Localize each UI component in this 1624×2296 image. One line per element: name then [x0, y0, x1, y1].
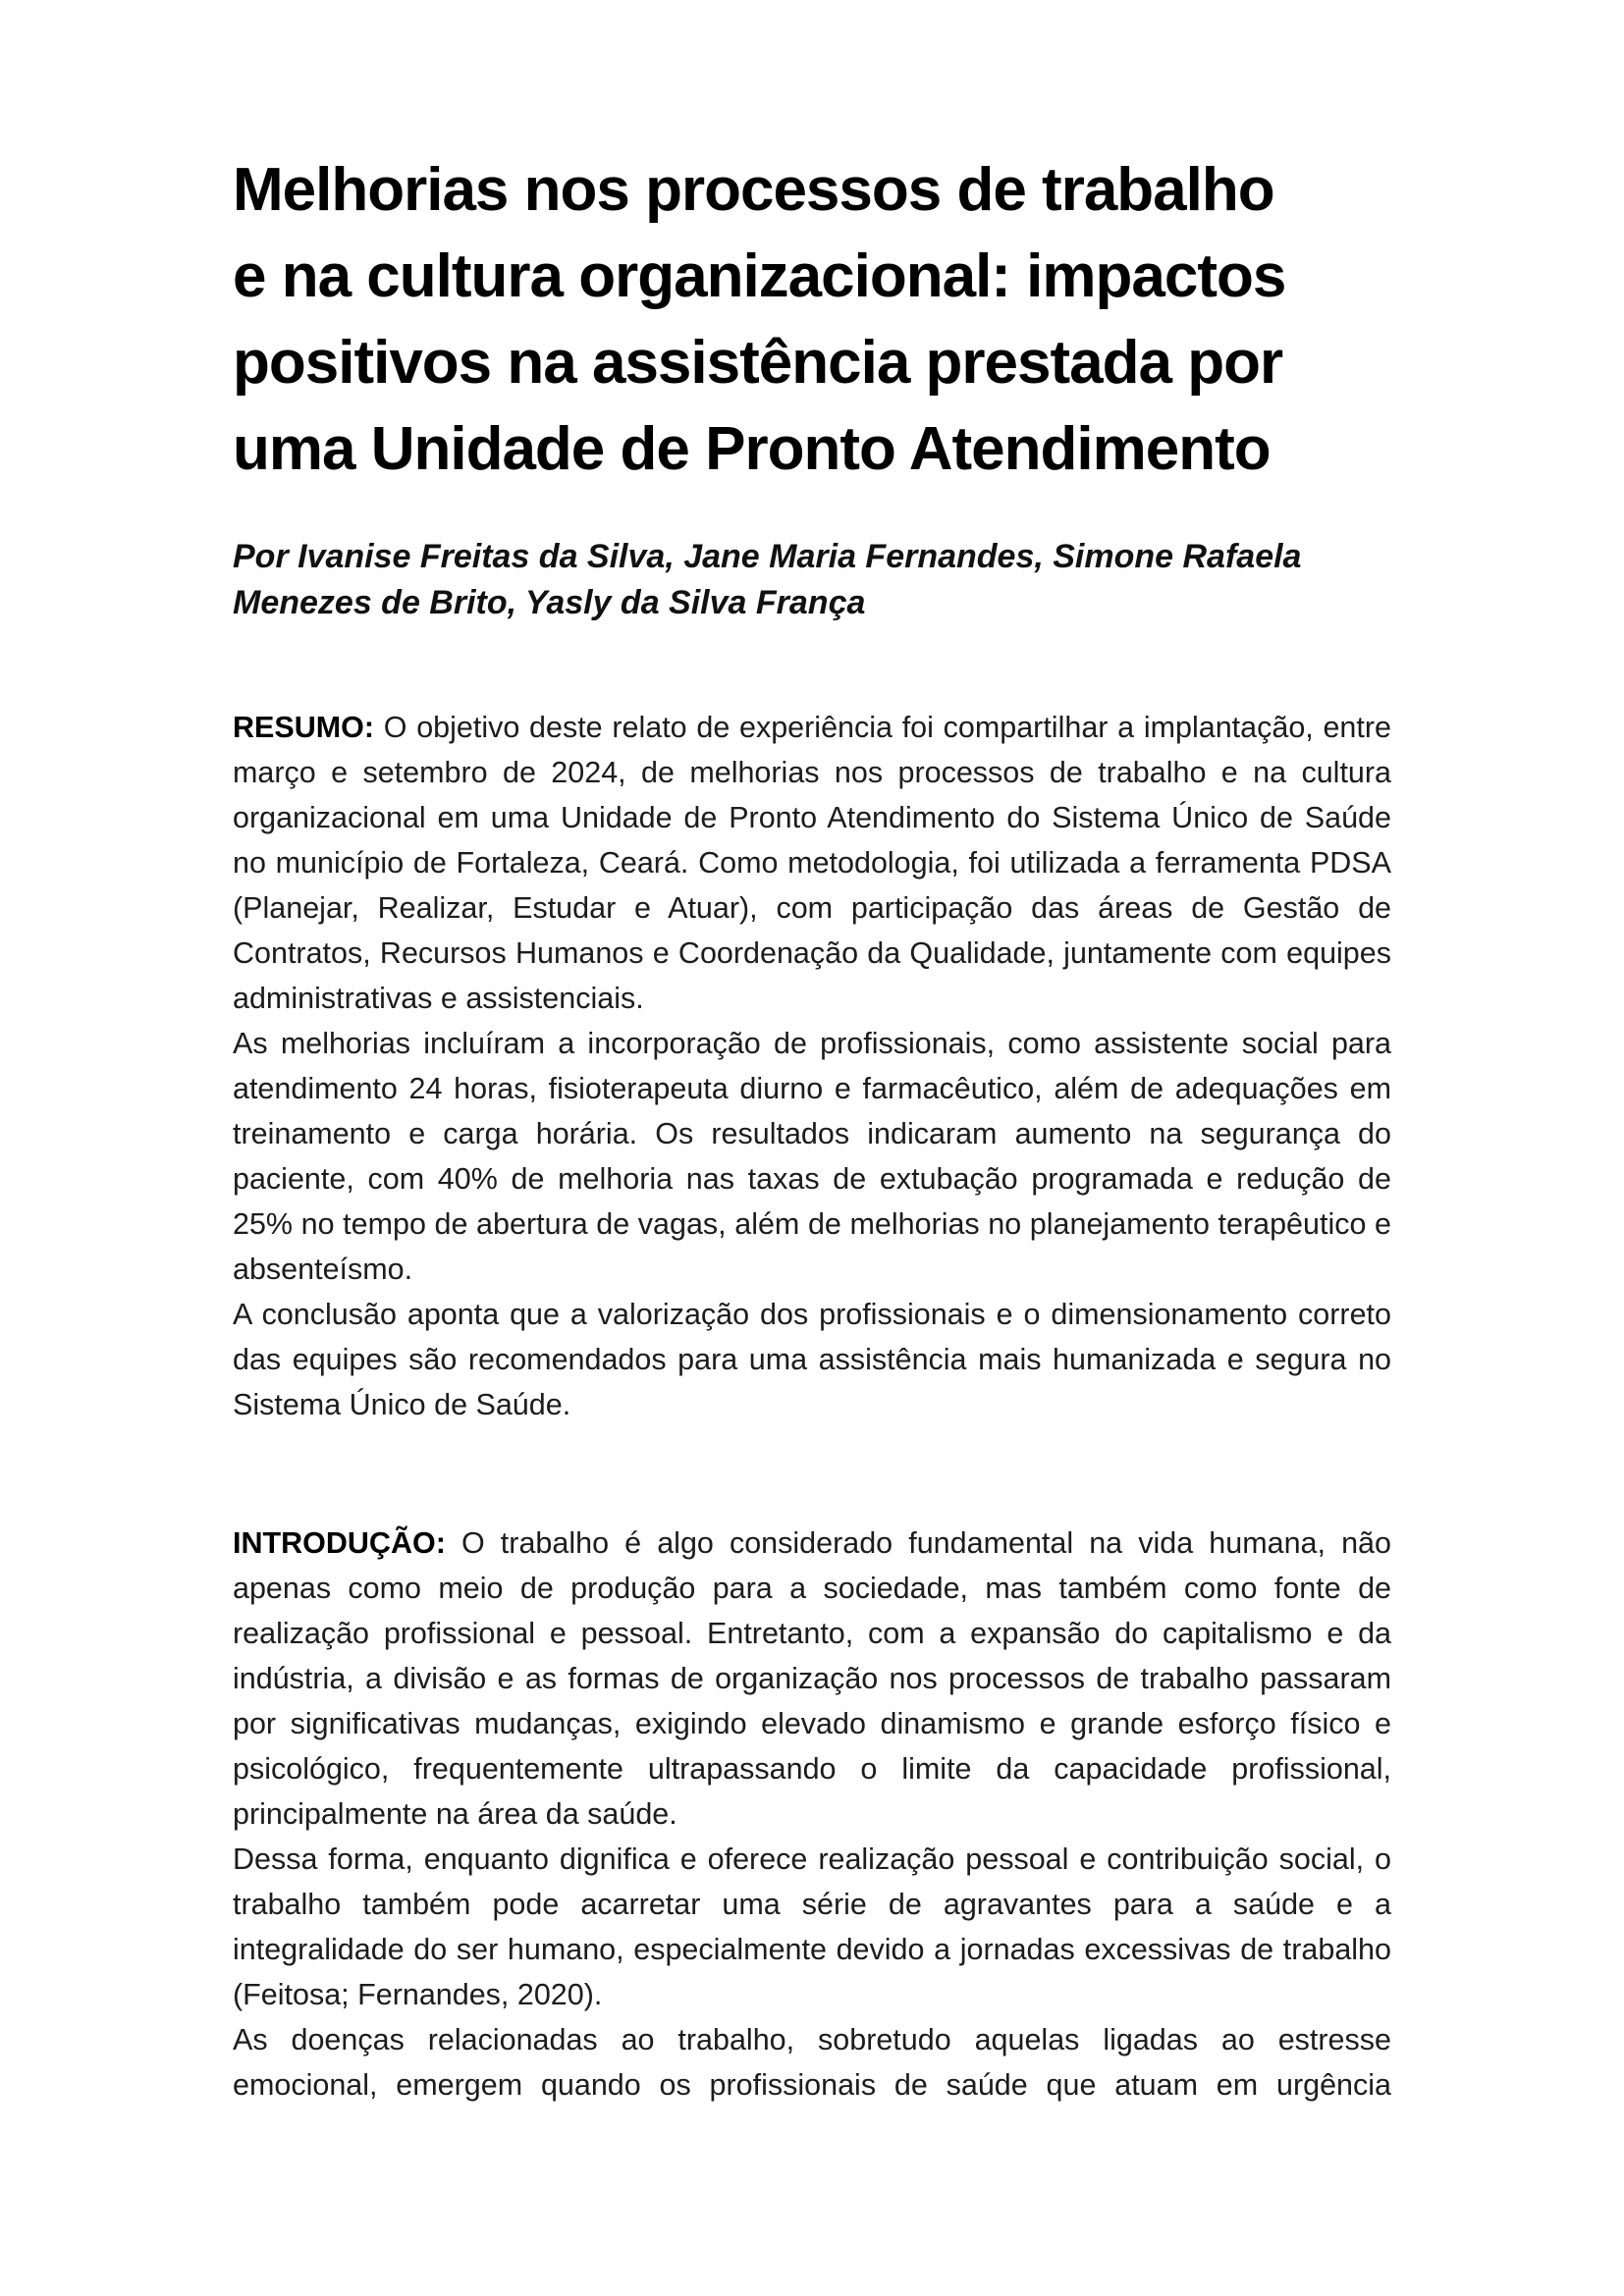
section-introducao: [233, 1521, 1391, 2108]
byline: [233, 534, 1391, 626]
byline-line-2: Menezes de Brito, Yasly da Silva França: [233, 584, 866, 621]
byline-line-1: Por Ivanise Freitas da Silva, Jane Maria Fernandes, Simone Rafaela: [233, 538, 1302, 575]
introducao-lead-text: O trabalho é algo considerado fundamental na vida humana, não apenas como meio de produção para a sociedade, mas também como fonte de realização profissional e pessoal. Entretanto, com a expansão do capitalismo e da indústria, a divisão e as formas de organização nos processos de trabalho passaram por significativas mudanças, exigindo elevado dinamismo e grande esforço físico e psicológico, frequentemente ultrapassando o limite da capacidade profissional, principalmente na área da saúde.: [233, 1526, 1391, 1831]
introducao-paragraph-3: As doenças relacionadas ao trabalho, sobretudo aquelas ligadas ao estresse emocional, emergem quando os profissionais de saúde que atuam em urgência: [233, 2023, 1391, 2102]
introducao-heading: INTRODUÇÃO:: [233, 1526, 446, 1560]
page-content: [233, 0, 1391, 2108]
section-resumo: [233, 705, 1391, 1427]
article-title: [233, 147, 1391, 493]
article-title-line-2: e na cultura organizacional: impactos: [233, 242, 1286, 310]
resumo-paragraph-3: A conclusão aponta que a valorização dos profissionais e o dimensionamento correto das equipes são recomendados para uma assistência mais humanizada e segura no Sistema Único de Saúde.: [233, 1298, 1391, 1421]
introducao-paragraph-1: [233, 1521, 1391, 1837]
introducao-paragraph-2: Dessa forma, enquanto dignifica e oferece realização pessoal e contribuição social, o trabalho também pode acarretar uma série de agravantes para a saúde e a integralidade do ser humano, especialmente devido a jornadas excessivas de trabalho (Feitosa; Fernandes, 2020).: [233, 1842, 1391, 2011]
article-title-line-1: Melhorias nos processos de trabalho: [233, 156, 1274, 224]
resumo-heading: RESUMO:: [233, 711, 375, 744]
resumo-paragraph-2: As melhorias incluíram a incorporação de profissionais, como assistente social para atendimento 24 horas, fisioterapeuta diurno e farmacêutico, além de adequações em treinamento e carga horária. Os resultados indicaram aumento na segurança do paciente, com 40% de melhoria nas taxas de extubação programada e redução de 25% no tempo de abertura de vagas, além de melhorias no planejamento terapêutico e absenteísmo.: [233, 1027, 1391, 1286]
resumo-paragraph-1: [233, 705, 1391, 1021]
resumo-lead-text: O objetivo deste relato de experiência foi compartilhar a implantação, entre março e setembro de 2024, de melhorias nos processos de trabalho e na cultura organizacional em uma Unidade de Pronto Atendimento do Sistema Único de Saúde no município de Fortaleza, Ceará. Como metodologia, foi utilizada a ferramenta PDSA (Planejar, Realizar, Estudar e Atuar), com participação das áreas de Gestão de Contratos, Recursos Humanos e Coordenação da Qualidade, juntamente com equipes administrativas e assistenciais.: [233, 711, 1391, 1015]
article-title-line-4: uma Unidade de Pronto Atendimento: [233, 415, 1271, 483]
article-title-line-3: positivos na assistência prestada por: [233, 329, 1283, 397]
